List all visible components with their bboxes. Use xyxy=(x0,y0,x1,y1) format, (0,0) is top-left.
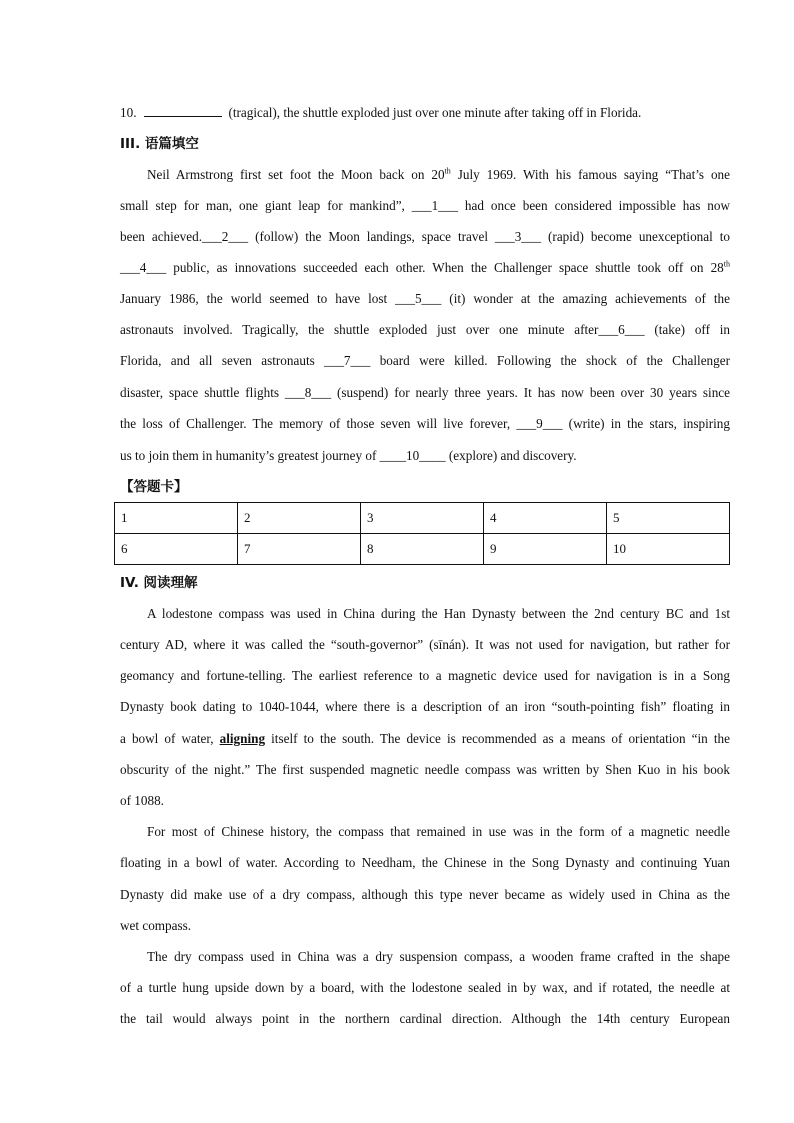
cloze-line-8: disaster, space shuttle flights ___8___ (suspend) for nearly three years. It has now been over 30 years since xyxy=(120,385,730,400)
answer-cell[interactable]: 1 xyxy=(115,503,238,534)
cloze-line-7: Florida, and all seven astronauts ___7___ board were killed. Following the shock of the Challenger xyxy=(120,353,730,368)
passage-line: of 1088. xyxy=(120,793,164,808)
passage-line: obscurity of the night.” The first suspended magnetic needle compass was written by Shen Kuo in his book xyxy=(120,762,730,777)
answer-card-table xyxy=(114,502,730,565)
cloze-line-6: astronauts involved. Tragically, the shuttle exploded just over one minute after___6___ (take) off in xyxy=(120,322,730,337)
passage-line: a bowl of water, aligning itself to the south. The device is recommended as a means of orientation “in the xyxy=(120,731,730,746)
cloze-line-10: us to join them in humanity’s greatest journey of ____10____ (explore) and discovery. xyxy=(120,448,577,463)
answer-cell[interactable]: 10 xyxy=(606,534,729,565)
answer-blank[interactable] xyxy=(144,104,222,117)
passage-line: The dry compass used in China was a dry suspension compass, a wooden frame crafted in the shape xyxy=(147,949,730,964)
answer-cell[interactable]: 7 xyxy=(237,534,360,565)
answer-card-title: 【答题卡】 xyxy=(120,479,188,495)
passage-line: wet compass. xyxy=(120,918,192,933)
passage-line: A lodestone compass was used in China during the Han Dynasty between the 2nd century BC and 1st xyxy=(147,606,730,621)
passage-line: Dynasty book dating to 1040-1044, where there is a description of an iron “south-pointing fish” floating in xyxy=(120,699,730,714)
passage-line: geomancy and fortune-telling. The earliest reference to a magnetic device used for navigation is in a Song xyxy=(120,668,730,683)
underlined-word: aligning xyxy=(219,731,266,746)
answer-row xyxy=(115,534,730,565)
answer-cell[interactable]: 5 xyxy=(606,503,729,534)
cloze-line-5: January 1986, the world seemed to have lost ___5___ (it) wonder at the amazing achievements of the xyxy=(120,291,730,306)
answer-cell[interactable]: 6 xyxy=(115,534,238,565)
question-number: 10. xyxy=(120,105,137,120)
passage-line: of a turtle hung upside down by a board, with the lodestone sealed in by wax, and if rotated, the needle at xyxy=(120,980,730,995)
question-10 xyxy=(120,104,730,122)
passage-line: century AD, where it was called the “south-governor” (sīnán). It was not used for navigation, but rather for xyxy=(120,637,730,652)
passage-line: For most of Chinese history, the compass that remained in use was in the form of a magnetic needle xyxy=(147,824,730,839)
cloze-line-4: ___4___ public, as innovations succeeded each other. When the Challenger space shuttle took off on 28th xyxy=(120,259,730,275)
cloze-line-1: Neil Armstrong first set foot the Moon back on 20th July 1969. With his famous saying “That’s one xyxy=(147,166,730,182)
cloze-line-3: been achieved.___2___ (follow) the Moon landings, space travel ___3___ (rapid) become unexceptional to xyxy=(120,229,730,244)
cloze-line-9: the loss of Challenger. The memory of those seven will live forever, ___9___ (write) in the stars, inspiring xyxy=(120,416,730,431)
answer-cell[interactable]: 4 xyxy=(483,503,606,534)
answer-cell[interactable]: 8 xyxy=(360,534,483,565)
question-text: (tragical), the shuttle exploded just over one minute after taking off in Florida. xyxy=(228,105,642,120)
passage-line: floating in a bowl of water. According to Needham, the Chinese in the Song Dynasty and continuing Yuan xyxy=(120,855,730,870)
answer-row xyxy=(115,503,730,534)
answer-cell[interactable]: 9 xyxy=(483,534,606,565)
answer-cell[interactable]: 2 xyxy=(237,503,360,534)
section-4-title: IV. 阅读理解 xyxy=(120,575,198,591)
cloze-line-2: small step for man, one giant leap for mankind”, ___1___ had once been considered impossible has now xyxy=(120,198,730,213)
passage-line: the tail would always point in the northern cardinal direction. Although the 14th century European xyxy=(120,1011,730,1026)
section-3-title: III. 语篇填空 xyxy=(120,136,199,152)
answer-cell[interactable]: 3 xyxy=(360,503,483,534)
passage-line: Dynasty did make use of a dry compass, although this type never became as widely used in China as the xyxy=(120,887,730,902)
